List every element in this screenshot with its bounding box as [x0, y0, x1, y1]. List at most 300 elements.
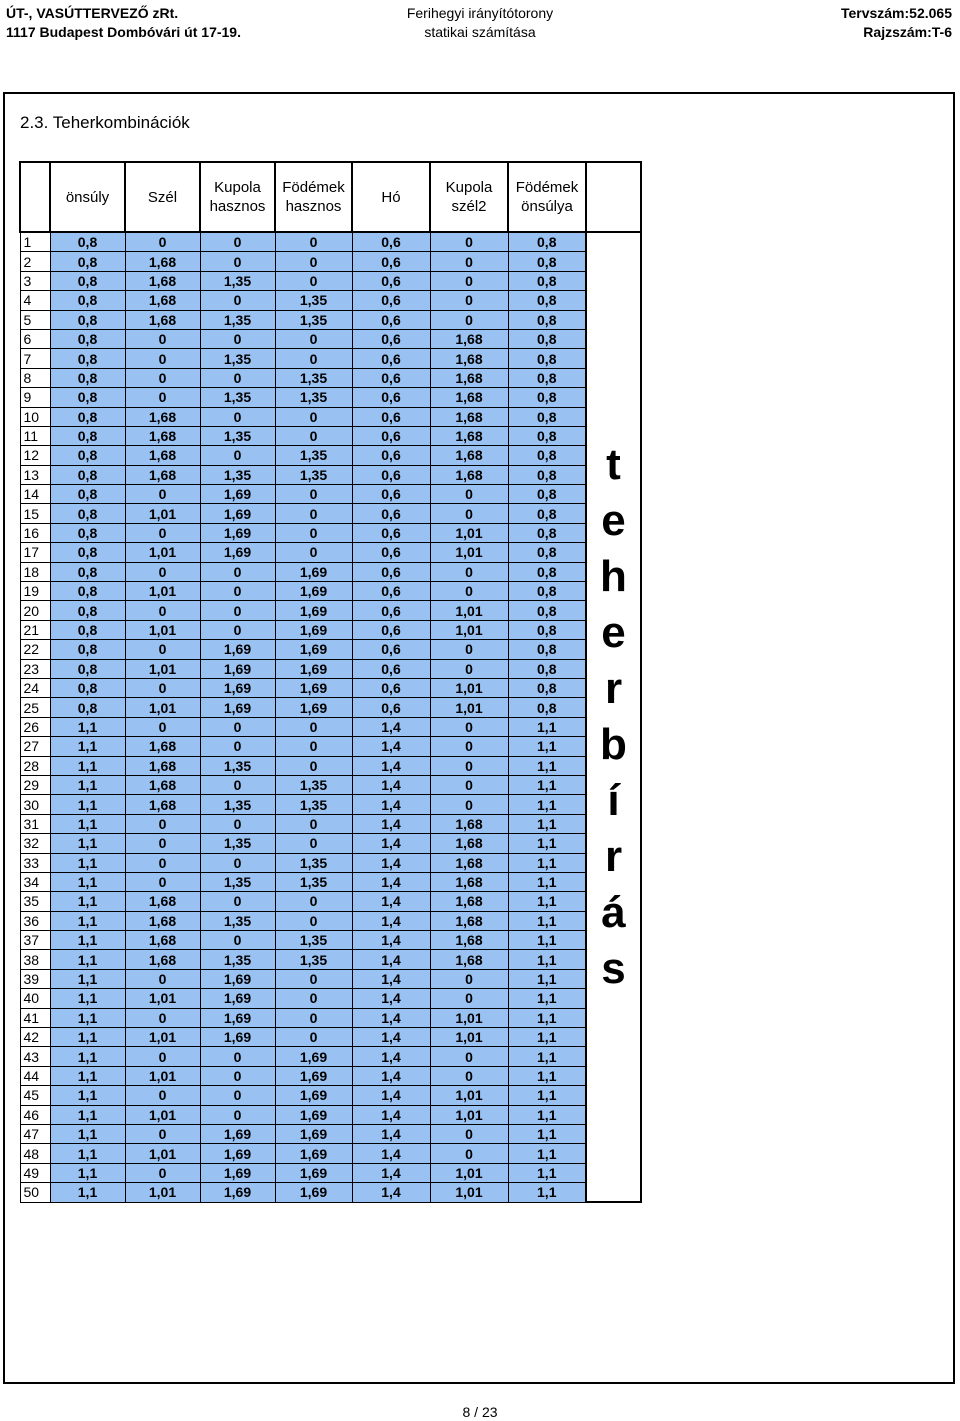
- table-row: [20, 892, 641, 911]
- value-cell: 1,69: [200, 989, 275, 1008]
- value-cell: 0: [430, 795, 508, 814]
- row-number-cell: 22: [20, 640, 50, 659]
- value-cell: 0: [125, 717, 200, 736]
- row-number-cell: 24: [20, 678, 50, 697]
- value-cell: 0,8: [508, 678, 586, 697]
- value-cell: 1,68: [430, 931, 508, 950]
- value-cell: 0: [200, 620, 275, 639]
- value-cell: 1,69: [200, 543, 275, 562]
- value-cell: 1,68: [125, 775, 200, 794]
- value-cell: 1,35: [275, 446, 352, 465]
- value-cell: 0: [200, 1066, 275, 1085]
- value-cell: 0: [125, 853, 200, 872]
- column-header: [430, 162, 508, 232]
- value-cell: 1,68: [430, 853, 508, 872]
- table-row: [20, 1047, 641, 1066]
- value-cell: 0: [200, 562, 275, 581]
- column-header-line: Hó: [381, 188, 401, 206]
- value-cell: 1,69: [275, 1105, 352, 1124]
- value-cell: 1,68: [430, 465, 508, 484]
- value-cell: 0: [200, 291, 275, 310]
- value-cell: 1,1: [508, 717, 586, 736]
- value-cell: 0: [430, 775, 508, 794]
- value-cell: 0,8: [50, 252, 125, 271]
- value-cell: 0: [430, 969, 508, 988]
- value-cell: 0: [430, 1047, 508, 1066]
- value-cell: 1,4: [352, 931, 430, 950]
- value-cell: 0,6: [352, 485, 430, 504]
- value-cell: 1,01: [430, 1105, 508, 1124]
- value-cell: 0: [125, 1086, 200, 1105]
- value-cell: 1,35: [200, 872, 275, 891]
- value-cell: 1,01: [430, 523, 508, 542]
- value-cell: 1,69: [275, 698, 352, 717]
- value-cell: 1,4: [352, 989, 430, 1008]
- company-address: 1117 Budapest Dombóvári út 17-19.: [6, 24, 241, 40]
- value-cell: 1,4: [352, 1066, 430, 1085]
- value-cell: 0: [275, 271, 352, 290]
- value-cell: 1,69: [275, 1047, 352, 1066]
- value-cell: 0,8: [508, 485, 586, 504]
- value-cell: 0,8: [508, 252, 586, 271]
- value-cell: 0: [125, 1047, 200, 1066]
- load-combination-table: [19, 161, 642, 1203]
- value-cell: 1,35: [275, 368, 352, 387]
- value-cell: 1,1: [50, 1066, 125, 1085]
- value-cell: 1,4: [352, 1028, 430, 1047]
- value-cell: 0: [275, 756, 352, 775]
- table-row: [20, 911, 641, 930]
- row-number-cell: 33: [20, 853, 50, 872]
- table-row: [20, 232, 641, 252]
- value-cell: 1,69: [275, 582, 352, 601]
- value-cell: 0,8: [50, 407, 125, 426]
- side-label-letter: s: [601, 944, 626, 994]
- value-cell: 1,35: [275, 950, 352, 969]
- value-cell: 0: [430, 1144, 508, 1163]
- value-cell: 1,68: [430, 349, 508, 368]
- value-cell: 1,68: [430, 834, 508, 853]
- value-cell: 1,1: [508, 1163, 586, 1182]
- table-row: [20, 1163, 641, 1182]
- value-cell: 1,1: [508, 775, 586, 794]
- value-cell: 0: [125, 1008, 200, 1027]
- value-cell: 1,68: [125, 446, 200, 465]
- row-number-cell: 39: [20, 969, 50, 988]
- value-cell: 1,1: [50, 1086, 125, 1105]
- value-cell: 1,68: [430, 814, 508, 833]
- value-cell: 1,4: [352, 872, 430, 891]
- table-row: [20, 872, 641, 891]
- value-cell: 0: [125, 601, 200, 620]
- value-cell: 1,4: [352, 950, 430, 969]
- section-title: 2.3. Teherkombinációk: [20, 113, 190, 132]
- row-number-cell: 29: [20, 775, 50, 794]
- value-cell: 1,69: [275, 640, 352, 659]
- row-number-cell: 3: [20, 271, 50, 290]
- table-row: [20, 426, 641, 445]
- value-cell: 1,35: [200, 465, 275, 484]
- value-cell: 0: [200, 252, 275, 271]
- value-cell: 0: [125, 388, 200, 407]
- row-number-cell: 31: [20, 814, 50, 833]
- value-cell: 0: [125, 969, 200, 988]
- table-row: [20, 659, 641, 678]
- value-cell: 0: [200, 232, 275, 252]
- row-number-cell: 28: [20, 756, 50, 775]
- value-cell: 1,01: [125, 504, 200, 523]
- row-number-cell: 6: [20, 329, 50, 348]
- side-label-letter: e: [601, 496, 626, 546]
- table-row: [20, 291, 641, 310]
- value-cell: 1,4: [352, 1183, 430, 1202]
- value-cell: 0: [275, 969, 352, 988]
- column-header-line: szél2: [451, 198, 487, 215]
- value-cell: 1,1: [508, 1008, 586, 1027]
- value-cell: 1,1: [508, 814, 586, 833]
- value-cell: 0: [200, 775, 275, 794]
- row-number-cell: 42: [20, 1028, 50, 1047]
- table-row: [20, 1144, 641, 1163]
- value-cell: 0: [200, 737, 275, 756]
- value-cell: 1,01: [430, 698, 508, 717]
- value-cell: 0,6: [352, 582, 430, 601]
- value-cell: 1,4: [352, 1008, 430, 1027]
- value-cell: 1,4: [352, 717, 430, 736]
- value-cell: 1,1: [50, 1028, 125, 1047]
- value-cell: 0,8: [508, 465, 586, 484]
- value-cell: 1,69: [200, 698, 275, 717]
- value-cell: 1,01: [430, 1163, 508, 1182]
- value-cell: 0: [275, 349, 352, 368]
- value-cell: 1,01: [125, 1183, 200, 1202]
- row-number-cell: 8: [20, 368, 50, 387]
- table-row: [20, 834, 641, 853]
- value-cell: 0,8: [50, 620, 125, 639]
- value-cell: 0,8: [50, 543, 125, 562]
- value-cell: 0,6: [352, 504, 430, 523]
- value-cell: 1,35: [200, 950, 275, 969]
- value-cell: 0,8: [508, 601, 586, 620]
- row-number-cell: 44: [20, 1066, 50, 1085]
- value-cell: 1,69: [200, 1124, 275, 1143]
- value-cell: 1,68: [125, 465, 200, 484]
- value-cell: 1,69: [200, 523, 275, 542]
- column-header-line: Födémek: [515, 179, 579, 196]
- table-row: [20, 1183, 641, 1202]
- value-cell: 1,69: [200, 1008, 275, 1027]
- company-header: [6, 4, 241, 42]
- value-cell: 1,1: [508, 1105, 586, 1124]
- row-number-cell: 36: [20, 911, 50, 930]
- row-number-cell: 13: [20, 465, 50, 484]
- value-cell: 1,1: [50, 1105, 125, 1124]
- value-cell: 1,1: [50, 756, 125, 775]
- value-cell: 1,1: [50, 1008, 125, 1027]
- value-cell: 0: [430, 252, 508, 271]
- value-cell: 0: [125, 349, 200, 368]
- value-cell: 1,1: [50, 717, 125, 736]
- value-cell: 1,68: [125, 407, 200, 426]
- row-number-cell: 23: [20, 659, 50, 678]
- value-cell: 1,1: [508, 1144, 586, 1163]
- value-cell: 0: [125, 523, 200, 542]
- value-cell: 0: [125, 562, 200, 581]
- value-cell: 1,1: [508, 795, 586, 814]
- row-number-cell: 38: [20, 950, 50, 969]
- value-cell: 0: [125, 329, 200, 348]
- value-cell: 0: [430, 737, 508, 756]
- table-row: [20, 368, 641, 387]
- value-cell: 1,1: [508, 1124, 586, 1143]
- side-label-letter: á: [601, 888, 626, 938]
- project-subtitle: statikai számítása: [424, 24, 536, 40]
- value-cell: 0,8: [50, 368, 125, 387]
- value-cell: 0: [430, 310, 508, 329]
- value-cell: 1,35: [200, 271, 275, 290]
- row-number-cell: 37: [20, 931, 50, 950]
- value-cell: 0,8: [508, 291, 586, 310]
- value-cell: 0: [125, 640, 200, 659]
- table-row: [20, 407, 641, 426]
- value-cell: 0,8: [50, 523, 125, 542]
- value-cell: 1,68: [125, 310, 200, 329]
- table-row: [20, 698, 641, 717]
- value-cell: 0: [275, 814, 352, 833]
- value-cell: 1,01: [430, 1086, 508, 1105]
- value-cell: 1,01: [430, 1008, 508, 1027]
- row-number-cell: 18: [20, 562, 50, 581]
- value-cell: 1,4: [352, 969, 430, 988]
- table-row: [20, 969, 641, 988]
- value-cell: 1,35: [200, 310, 275, 329]
- value-cell: 0,6: [352, 678, 430, 697]
- value-cell: 0: [430, 640, 508, 659]
- value-cell: 0: [125, 485, 200, 504]
- drawing-number: Rajzszám:T-6: [863, 24, 952, 40]
- value-cell: 0,8: [508, 446, 586, 465]
- value-cell: 0,8: [508, 329, 586, 348]
- value-cell: 1,1: [508, 756, 586, 775]
- value-cell: 1,1: [50, 1163, 125, 1182]
- table-row: [20, 271, 641, 290]
- value-cell: 1,1: [508, 872, 586, 891]
- value-cell: 1,35: [275, 465, 352, 484]
- value-cell: 0: [200, 1047, 275, 1066]
- value-cell: 1,35: [200, 911, 275, 930]
- value-cell: 0,8: [508, 562, 586, 581]
- value-cell: 1,01: [125, 989, 200, 1008]
- value-cell: 1,68: [430, 872, 508, 891]
- value-cell: 0,8: [508, 349, 586, 368]
- row-number-cell: 26: [20, 717, 50, 736]
- row-number-cell: 5: [20, 310, 50, 329]
- value-cell: 1,01: [430, 678, 508, 697]
- table-row: [20, 1105, 641, 1124]
- table-row: [20, 329, 641, 348]
- row-number-cell: 43: [20, 1047, 50, 1066]
- value-cell: 0,6: [352, 698, 430, 717]
- value-cell: 0: [275, 892, 352, 911]
- value-cell: 0: [125, 678, 200, 697]
- value-cell: 0,8: [508, 582, 586, 601]
- row-number-cell: 17: [20, 543, 50, 562]
- value-cell: 0: [430, 1066, 508, 1085]
- side-label-cell: [586, 232, 641, 1202]
- value-cell: 0,8: [508, 271, 586, 290]
- value-cell: 0: [275, 834, 352, 853]
- row-number-cell: 15: [20, 504, 50, 523]
- value-cell: 1,35: [200, 388, 275, 407]
- row-number-cell: 48: [20, 1144, 50, 1163]
- value-cell: 1,35: [200, 795, 275, 814]
- value-cell: 0: [430, 562, 508, 581]
- row-number-cell: 16: [20, 523, 50, 542]
- value-cell: 0,6: [352, 310, 430, 329]
- value-cell: 0: [275, 1028, 352, 1047]
- value-cell: 0,8: [50, 582, 125, 601]
- value-cell: 1,1: [508, 834, 586, 853]
- value-cell: 0: [200, 814, 275, 833]
- value-cell: 0,6: [352, 271, 430, 290]
- value-cell: 1,1: [50, 853, 125, 872]
- column-header-line: önsúlya: [521, 198, 573, 215]
- row-number-cell: 20: [20, 601, 50, 620]
- table-body: [20, 232, 641, 1202]
- table-row: [20, 601, 641, 620]
- value-cell: 1,1: [508, 1066, 586, 1085]
- value-cell: 0: [200, 931, 275, 950]
- value-cell: 0: [275, 717, 352, 736]
- value-cell: 1,01: [125, 1105, 200, 1124]
- value-cell: 1,01: [125, 582, 200, 601]
- value-cell: 1,1: [50, 1183, 125, 1202]
- value-cell: 1,4: [352, 756, 430, 775]
- column-header-line: Szél: [147, 188, 178, 206]
- row-number-cell: 4: [20, 291, 50, 310]
- value-cell: 1,1: [50, 834, 125, 853]
- value-cell: 1,68: [125, 950, 200, 969]
- value-cell: 0,8: [50, 426, 125, 445]
- value-cell: 1,4: [352, 775, 430, 794]
- value-cell: 0: [125, 1124, 200, 1143]
- table-row: [20, 795, 641, 814]
- value-cell: 1,1: [50, 969, 125, 988]
- value-cell: 1,01: [430, 543, 508, 562]
- value-cell: 0,8: [508, 620, 586, 639]
- table-row: [20, 1086, 641, 1105]
- value-cell: 1,68: [125, 252, 200, 271]
- value-cell: 0: [275, 543, 352, 562]
- value-cell: 1,1: [508, 892, 586, 911]
- value-cell: 0: [275, 252, 352, 271]
- value-cell: 1,1: [50, 892, 125, 911]
- table-row: [20, 717, 641, 736]
- table-row: [20, 950, 641, 969]
- value-cell: 1,68: [430, 329, 508, 348]
- value-cell: 1,4: [352, 1144, 430, 1163]
- value-cell: 0,6: [352, 407, 430, 426]
- value-cell: 1,35: [200, 756, 275, 775]
- row-number-cell: 32: [20, 834, 50, 853]
- column-header-line: Födémek: [282, 179, 345, 196]
- value-cell: 1,68: [125, 291, 200, 310]
- value-cell: 1,4: [352, 892, 430, 911]
- value-cell: 1,35: [200, 349, 275, 368]
- value-cell: 0,8: [50, 329, 125, 348]
- column-header-line: hasznos: [209, 198, 266, 215]
- value-cell: 1,1: [508, 931, 586, 950]
- value-cell: 1,68: [430, 950, 508, 969]
- value-cell: 1,68: [430, 426, 508, 445]
- value-cell: 0: [430, 756, 508, 775]
- plan-number: Tervszám:52.065: [840, 5, 952, 21]
- row-number-cell: 25: [20, 698, 50, 717]
- value-cell: 1,01: [125, 698, 200, 717]
- header-side-cell: [586, 162, 641, 232]
- row-number-cell: 40: [20, 989, 50, 1008]
- value-cell: 1,68: [430, 446, 508, 465]
- header-blank-cell: [20, 162, 50, 232]
- value-cell: 0: [275, 407, 352, 426]
- value-cell: 0: [200, 853, 275, 872]
- value-cell: 0: [275, 232, 352, 252]
- row-number-cell: 21: [20, 620, 50, 639]
- row-number-cell: 9: [20, 388, 50, 407]
- row-number-cell: 10: [20, 407, 50, 426]
- table-row: [20, 989, 641, 1008]
- value-cell: 1,69: [275, 1124, 352, 1143]
- row-number-cell: 11: [20, 426, 50, 445]
- value-cell: 1,4: [352, 1105, 430, 1124]
- drawing-header: [841, 4, 952, 42]
- value-cell: 1,69: [275, 1163, 352, 1182]
- value-cell: 1,69: [200, 485, 275, 504]
- value-cell: 0,8: [508, 523, 586, 542]
- table-row: [20, 465, 641, 484]
- row-number-cell: 50: [20, 1183, 50, 1202]
- value-cell: 0: [430, 504, 508, 523]
- value-cell: 0,6: [352, 252, 430, 271]
- table-row: [20, 252, 641, 271]
- project-name: Ferihegyi irányítótorony: [406, 5, 554, 21]
- row-number-cell: 14: [20, 485, 50, 504]
- value-cell: 0,8: [50, 388, 125, 407]
- value-cell: 0: [430, 582, 508, 601]
- column-header-line: Kupola: [445, 179, 493, 196]
- value-cell: 1,68: [125, 426, 200, 445]
- value-cell: 1,1: [50, 795, 125, 814]
- value-cell: 1,69: [200, 1144, 275, 1163]
- row-number-cell: 49: [20, 1163, 50, 1182]
- column-header: [200, 162, 275, 232]
- side-label-letter: r: [604, 664, 623, 714]
- value-cell: 0: [275, 426, 352, 445]
- value-cell: 1,69: [200, 659, 275, 678]
- value-cell: 1,68: [125, 911, 200, 930]
- table-row: [20, 620, 641, 639]
- value-cell: 0,6: [352, 659, 430, 678]
- value-cell: 1,1: [508, 737, 586, 756]
- value-cell: 0: [125, 368, 200, 387]
- value-cell: 0,8: [50, 446, 125, 465]
- value-cell: 1,1: [50, 911, 125, 930]
- table-row: [20, 446, 641, 465]
- value-cell: 0: [430, 232, 508, 252]
- value-cell: 1,4: [352, 1086, 430, 1105]
- value-cell: 1,69: [275, 601, 352, 620]
- value-cell: 1,35: [275, 388, 352, 407]
